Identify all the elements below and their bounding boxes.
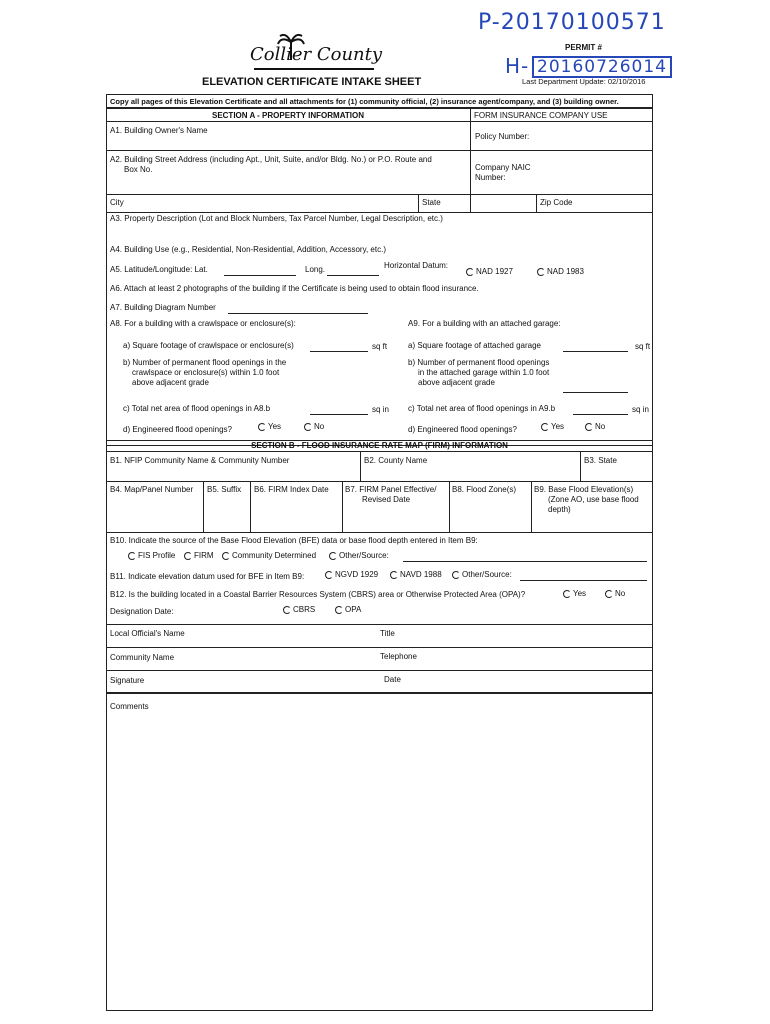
h-number-prefix: H- bbox=[505, 54, 530, 78]
instructions: Copy all pages of this Elevation Certificate and all attachments for (1) community official, (2) insurance agent/company, and (3) building owner. bbox=[110, 97, 619, 106]
a9d-label: d) Engineered flood openings? bbox=[408, 425, 517, 434]
comments-label: Comments bbox=[110, 702, 149, 711]
section-b-title: SECTION B - FLOOD INSURANCE RATE MAP (FIRM) INFORMATION bbox=[251, 441, 508, 450]
naic-label-cont: Number: bbox=[475, 173, 506, 182]
logo-underline bbox=[254, 68, 374, 70]
b12-no-radio[interactable]: No bbox=[605, 589, 625, 598]
a8d-yes-radio[interactable]: Yes bbox=[258, 422, 281, 431]
section-a-title: SECTION A - PROPERTY INFORMATION bbox=[211, 111, 364, 120]
cbrs-radio[interactable]: CBRS bbox=[283, 605, 315, 614]
community-determined-radio[interactable]: Community Determined bbox=[222, 551, 316, 560]
h-number: 20160726014 bbox=[532, 56, 672, 78]
a8-label: A8. For a building with a crawlspace or enclosure(s): bbox=[110, 319, 296, 328]
a9c-unit: sq in bbox=[632, 405, 649, 414]
a8c-unit: sq in bbox=[372, 405, 389, 414]
opa-radio[interactable]: OPA bbox=[335, 605, 361, 614]
a9a-unit: sq ft bbox=[635, 342, 651, 351]
b1-label: B1. NFIP Community Name & Community Number bbox=[110, 456, 290, 465]
nad1983-radio[interactable]: NAD 1983 bbox=[537, 267, 584, 276]
a3-label: A3. Property Description (Lot and Block Numbers, Tax Parcel Number, Legal Description, etc.) bbox=[110, 214, 443, 223]
b2-label: B2. County Name bbox=[364, 456, 428, 465]
a5-label: A5. Latitude/Longitude: Lat. bbox=[110, 265, 208, 274]
a8a-label: a) Square footage of crawlspace or enclosure(s) bbox=[123, 341, 294, 350]
nad1927-radio[interactable]: NAD 1927 bbox=[466, 267, 513, 276]
horizontal-datum-label: Horizontal Datum: bbox=[384, 261, 449, 270]
a8d-no-radio[interactable]: No bbox=[304, 422, 324, 431]
b9-label-cont: (Zone AO, use base flood bbox=[548, 495, 639, 504]
policy-number-label: Policy Number: bbox=[475, 132, 530, 141]
a2-label: A2. Building Street Address (including Apt., Unit, Suite, and/or Bldg. No.) or P.O. Route and bbox=[110, 155, 432, 164]
state-label: State bbox=[422, 198, 441, 207]
a9d-yes-radio[interactable]: Yes bbox=[541, 422, 564, 431]
comments-box[interactable] bbox=[106, 693, 653, 1011]
insurance-title: FORM INSURANCE COMPANY USE bbox=[474, 111, 608, 120]
navd-radio[interactable]: NAVD 1988 bbox=[390, 570, 442, 579]
official-title-label: Title bbox=[380, 629, 395, 638]
last-update: Last Department Update: 02/10/2016 bbox=[522, 77, 646, 86]
a2-label-cont: Box No. bbox=[124, 165, 153, 174]
zip-label: Zip Code bbox=[540, 198, 573, 207]
a9b-line1: b) Number of permanent flood openings bbox=[408, 358, 550, 367]
date-label: Date bbox=[384, 675, 401, 684]
signature-label: Signature bbox=[110, 676, 145, 685]
a9a-label: a) Square footage of attached garage bbox=[408, 341, 541, 350]
a8a-unit: sq ft bbox=[372, 342, 388, 351]
city-label: City bbox=[110, 198, 124, 207]
a4-label: A4. Building Use (e.g., Residential, Non-Residential, Addition, Accessory, etc.) bbox=[110, 245, 386, 254]
a9b-line2: in the attached garage within 1.0 foot bbox=[418, 368, 550, 377]
a9b-line3: above adjacent grade bbox=[418, 378, 495, 387]
logo-text: Collier County bbox=[250, 44, 383, 65]
b6-label: B6. FIRM Index Date bbox=[254, 485, 329, 494]
a8b-line3: above adjacent grade bbox=[132, 378, 209, 387]
community-name-label: Community Name bbox=[110, 653, 175, 662]
a9d-no-radio[interactable]: No bbox=[585, 422, 605, 431]
b3-label: B3. State bbox=[584, 456, 617, 465]
a8d-label: d) Engineered flood openings? bbox=[123, 425, 232, 434]
a7-label: A7. Building Diagram Number bbox=[110, 303, 216, 312]
b4-label: B4. Map/Panel Number bbox=[110, 485, 194, 494]
a1-label: A1. Building Owner's Name bbox=[110, 126, 208, 135]
collier-county-logo bbox=[250, 36, 400, 72]
b11-label: B11. Indicate elevation datum used for BFE in Item B9: bbox=[110, 572, 305, 581]
b9-label: B9. Base Flood Elevation(s) bbox=[534, 485, 634, 494]
b7-label: B7. FIRM Panel Effective/ bbox=[345, 485, 437, 494]
b7-label-cont: Revised Date bbox=[362, 495, 411, 504]
naic-label: Company NAIC bbox=[475, 163, 531, 172]
b5-label: B5. Suffix bbox=[207, 485, 242, 494]
b12-label: B12. Is the building located in a Coastal Barrier Resources System (CBRS) area or Otherwise Protected Area (OPA)? bbox=[110, 590, 526, 599]
fis-profile-radio[interactable]: FIS Profile bbox=[128, 551, 175, 560]
b9-label-cont2: depth) bbox=[548, 505, 571, 514]
ngvd-radio[interactable]: NGVD 1929 bbox=[325, 570, 378, 579]
b12-yes-radio[interactable]: Yes bbox=[563, 589, 586, 598]
a5-long-label: Long. bbox=[305, 265, 326, 274]
local-official-label: Local Official's Name bbox=[110, 629, 185, 638]
permit-handwritten-number: P-20170100571 bbox=[478, 10, 666, 35]
b10-label: B10. Indicate the source of the Base Flood Elevation (BFE) data or base flood depth entered in Item B9: bbox=[110, 536, 478, 545]
a8b-line2: crawlspace or enclosure(s) within 1.0 foot bbox=[132, 368, 280, 377]
page-title: ELEVATION CERTIFICATE INTAKE SHEET bbox=[202, 76, 422, 88]
a6-label: A6. Attach at least 2 photographs of the building if the Certificate is being used to obtain flood insurance. bbox=[110, 284, 479, 293]
telephone-label: Telephone bbox=[380, 652, 417, 661]
a9-label: A9. For a building with an attached garage: bbox=[408, 319, 561, 328]
a9c-label: c) Total net area of flood openings in A9.b bbox=[408, 404, 556, 413]
b11-other-source-radio[interactable]: Other/Source: bbox=[452, 570, 512, 579]
designation-date-label: Designation Date: bbox=[110, 607, 174, 616]
other-source-radio[interactable]: Other/Source: bbox=[329, 551, 389, 560]
a8c-label: c) Total net area of flood openings in A8.b bbox=[123, 404, 271, 413]
b8-label: B8. Flood Zone(s) bbox=[452, 485, 517, 494]
permit-label: PERMIT # bbox=[565, 43, 602, 52]
firm-radio[interactable]: FIRM bbox=[184, 551, 214, 560]
a8b-line1: b) Number of permanent flood openings in the bbox=[123, 358, 287, 367]
